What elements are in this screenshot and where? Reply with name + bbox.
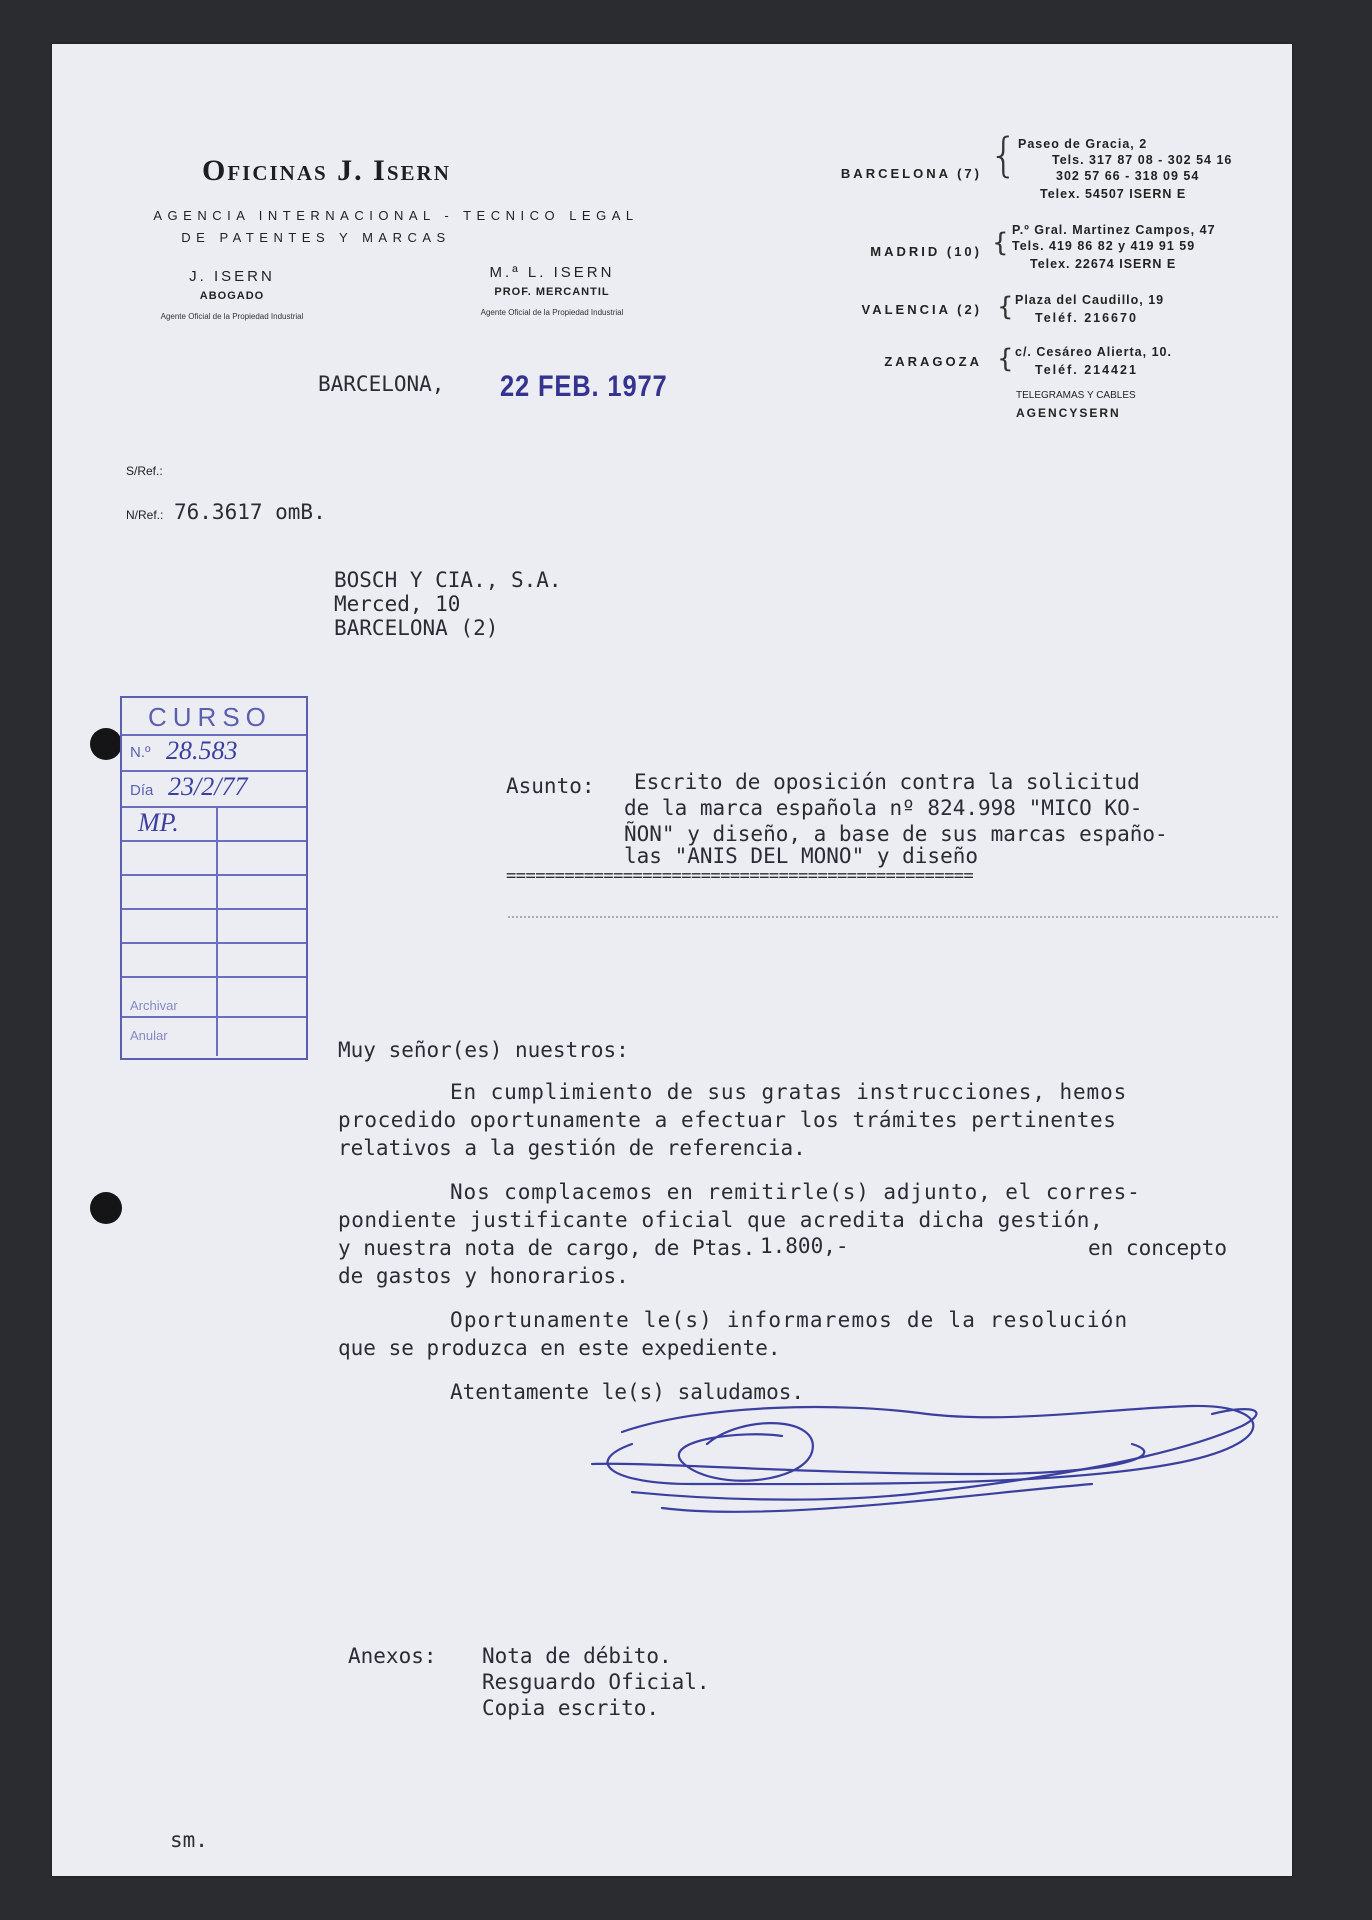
p3-line2: que se produzca en este expediente.	[338, 1336, 781, 1360]
subject-line3: ÑON" y diseño, a base de sus marcas españo-	[624, 822, 1168, 846]
closing: Atentamente le(s) saludamos.	[450, 1380, 805, 1404]
office-madrid-line1: P.º Gral. Martinez Campos, 47	[1012, 223, 1216, 237]
curso-initials: MP.	[138, 808, 179, 837]
annex-item-2: Resguardo Oficial.	[482, 1670, 710, 1694]
addressee-line1: BOSCH Y CIA., S.A.	[334, 568, 562, 592]
p1-line2: procedido oportunamente a efectuar los trámites pertinentes	[338, 1108, 1117, 1132]
annex-item-3: Copia escrito.	[482, 1696, 660, 1720]
p2-line4: de gastos y honorarios.	[338, 1264, 629, 1288]
office-valencia-line1: Plaza del Caudillo, 19	[1015, 293, 1165, 307]
subject-line2: de la marca española nº 824.998 "MICO KO-	[624, 796, 1143, 820]
person-title-2: PROF. MERCANTIL	[494, 286, 610, 298]
office-valencia-line2: Teléf. 216670	[1035, 311, 1138, 325]
p2-line3: y nuestra nota de cargo, de Ptas.	[338, 1236, 756, 1260]
office-zaragoza-line1: c/. Cesáreo Alierta, 10.	[1015, 345, 1172, 359]
curso-stamp	[120, 696, 308, 1060]
n-ref-value: 76.3617 omB.	[174, 500, 326, 524]
office-city-madrid: MADRID (10)	[870, 244, 982, 259]
tagline-line1: AGENCIA INTERNACIONAL - TECNICO LEGAL	[153, 208, 639, 223]
curso-no-label: N.º	[130, 744, 151, 761]
annex-item-1: Nota de débito.	[482, 1644, 672, 1668]
firm-name: Oficinas J. Isern	[202, 154, 451, 187]
p2-line1: Nos complacemos en remitirle(s) adjunto, el corres-	[450, 1180, 1141, 1204]
brace-icon: {	[989, 128, 1019, 182]
person-agent-1: Agente Oficial de la Propiedad Industrial	[160, 312, 304, 321]
letter-page	[52, 44, 1292, 1876]
telegram-value: AGENCYSERN	[1016, 406, 1121, 420]
subject-line1: Escrito de oposición contra la solicitud	[634, 770, 1140, 794]
office-madrid-line2: Tels. 419 86 82 y 419 91 59	[1012, 239, 1196, 253]
office-barcelona-line4: Telex. 54507 ISERN E	[1040, 187, 1187, 201]
n-ref-label: N/Ref.:	[126, 508, 164, 522]
p2-amount: 1.800,-	[760, 1234, 849, 1258]
subject-underline: ================================================	[506, 866, 974, 886]
office-city-valencia: VALENCIA (2)	[861, 302, 982, 317]
brace-icon: {	[997, 344, 1014, 374]
person-title-1: ABOGADO	[199, 290, 265, 302]
office-city-zaragoza: ZARAGOZA	[884, 354, 982, 369]
curso-title: CURSO	[148, 702, 272, 732]
office-barcelona-line3: 302 57 66 - 318 09 54	[1056, 169, 1200, 183]
subject-line4: las "ANIS DEL MONO" y diseño	[624, 844, 979, 868]
punch-hole-bottom	[90, 1192, 122, 1224]
p3-line1: Oportunamente le(s) informaremos de la resolución	[450, 1308, 1129, 1332]
s-ref-label: S/Ref.:	[126, 464, 163, 478]
office-city-barcelona: BARCELONA (7)	[840, 166, 982, 181]
annex-label: Anexos:	[348, 1644, 437, 1668]
addressee-line3: BARCELONA (2)	[334, 616, 499, 640]
subject-label: Asunto:	[506, 774, 595, 798]
date-place: BARCELONA,	[318, 372, 445, 396]
curso-anular-label: Anular	[130, 1028, 168, 1043]
salutation: Muy señor(es) nuestros:	[338, 1038, 629, 1062]
office-zaragoza-line2: Teléf. 214421	[1035, 363, 1138, 377]
tagline-line2: DE PATENTES Y MARCAS	[181, 230, 451, 245]
person-agent-2: Agente Oficial de la Propiedad Industrial	[480, 308, 624, 317]
office-madrid-line3: Telex. 22674 ISERN E	[1030, 257, 1177, 271]
telegram-label: TELEGRAMAS Y CABLES	[1016, 390, 1136, 401]
p1-line1: En cumplimiento de sus gratas instrucciones, hemos	[450, 1080, 1128, 1104]
typist-initials: sm.	[170, 1828, 208, 1852]
person-name-2: M.ª L. ISERN	[489, 264, 615, 281]
curso-dia-label: Día	[130, 782, 154, 799]
curso-no-value: 28.583	[166, 736, 238, 765]
addressee-line2: Merced, 10	[334, 592, 461, 616]
date-stamp: 22 FEB. 1977	[500, 370, 668, 403]
p2-line2: pondiente justificante oficial que acredita dicha gestión,	[338, 1208, 1104, 1232]
office-barcelona-line1: Paseo de Gracia, 2	[1018, 137, 1148, 151]
office-barcelona-line2: Tels. 317 87 08 - 302 54 16	[1052, 153, 1233, 167]
brace-icon: {	[992, 228, 1009, 258]
signature	[552, 1344, 1292, 1544]
curso-archivar-label: Archivar	[130, 998, 178, 1013]
p1-line3: relativos a la gestión de referencia.	[338, 1136, 806, 1160]
person-name-1: J. ISERN	[189, 268, 275, 285]
punch-hole-top	[90, 728, 122, 760]
curso-dia-value: 23/2/77	[168, 772, 248, 801]
subject-dotted-line	[508, 916, 1278, 918]
p2-line3-end: en concepto	[1088, 1236, 1228, 1260]
brace-icon: {	[997, 292, 1014, 322]
